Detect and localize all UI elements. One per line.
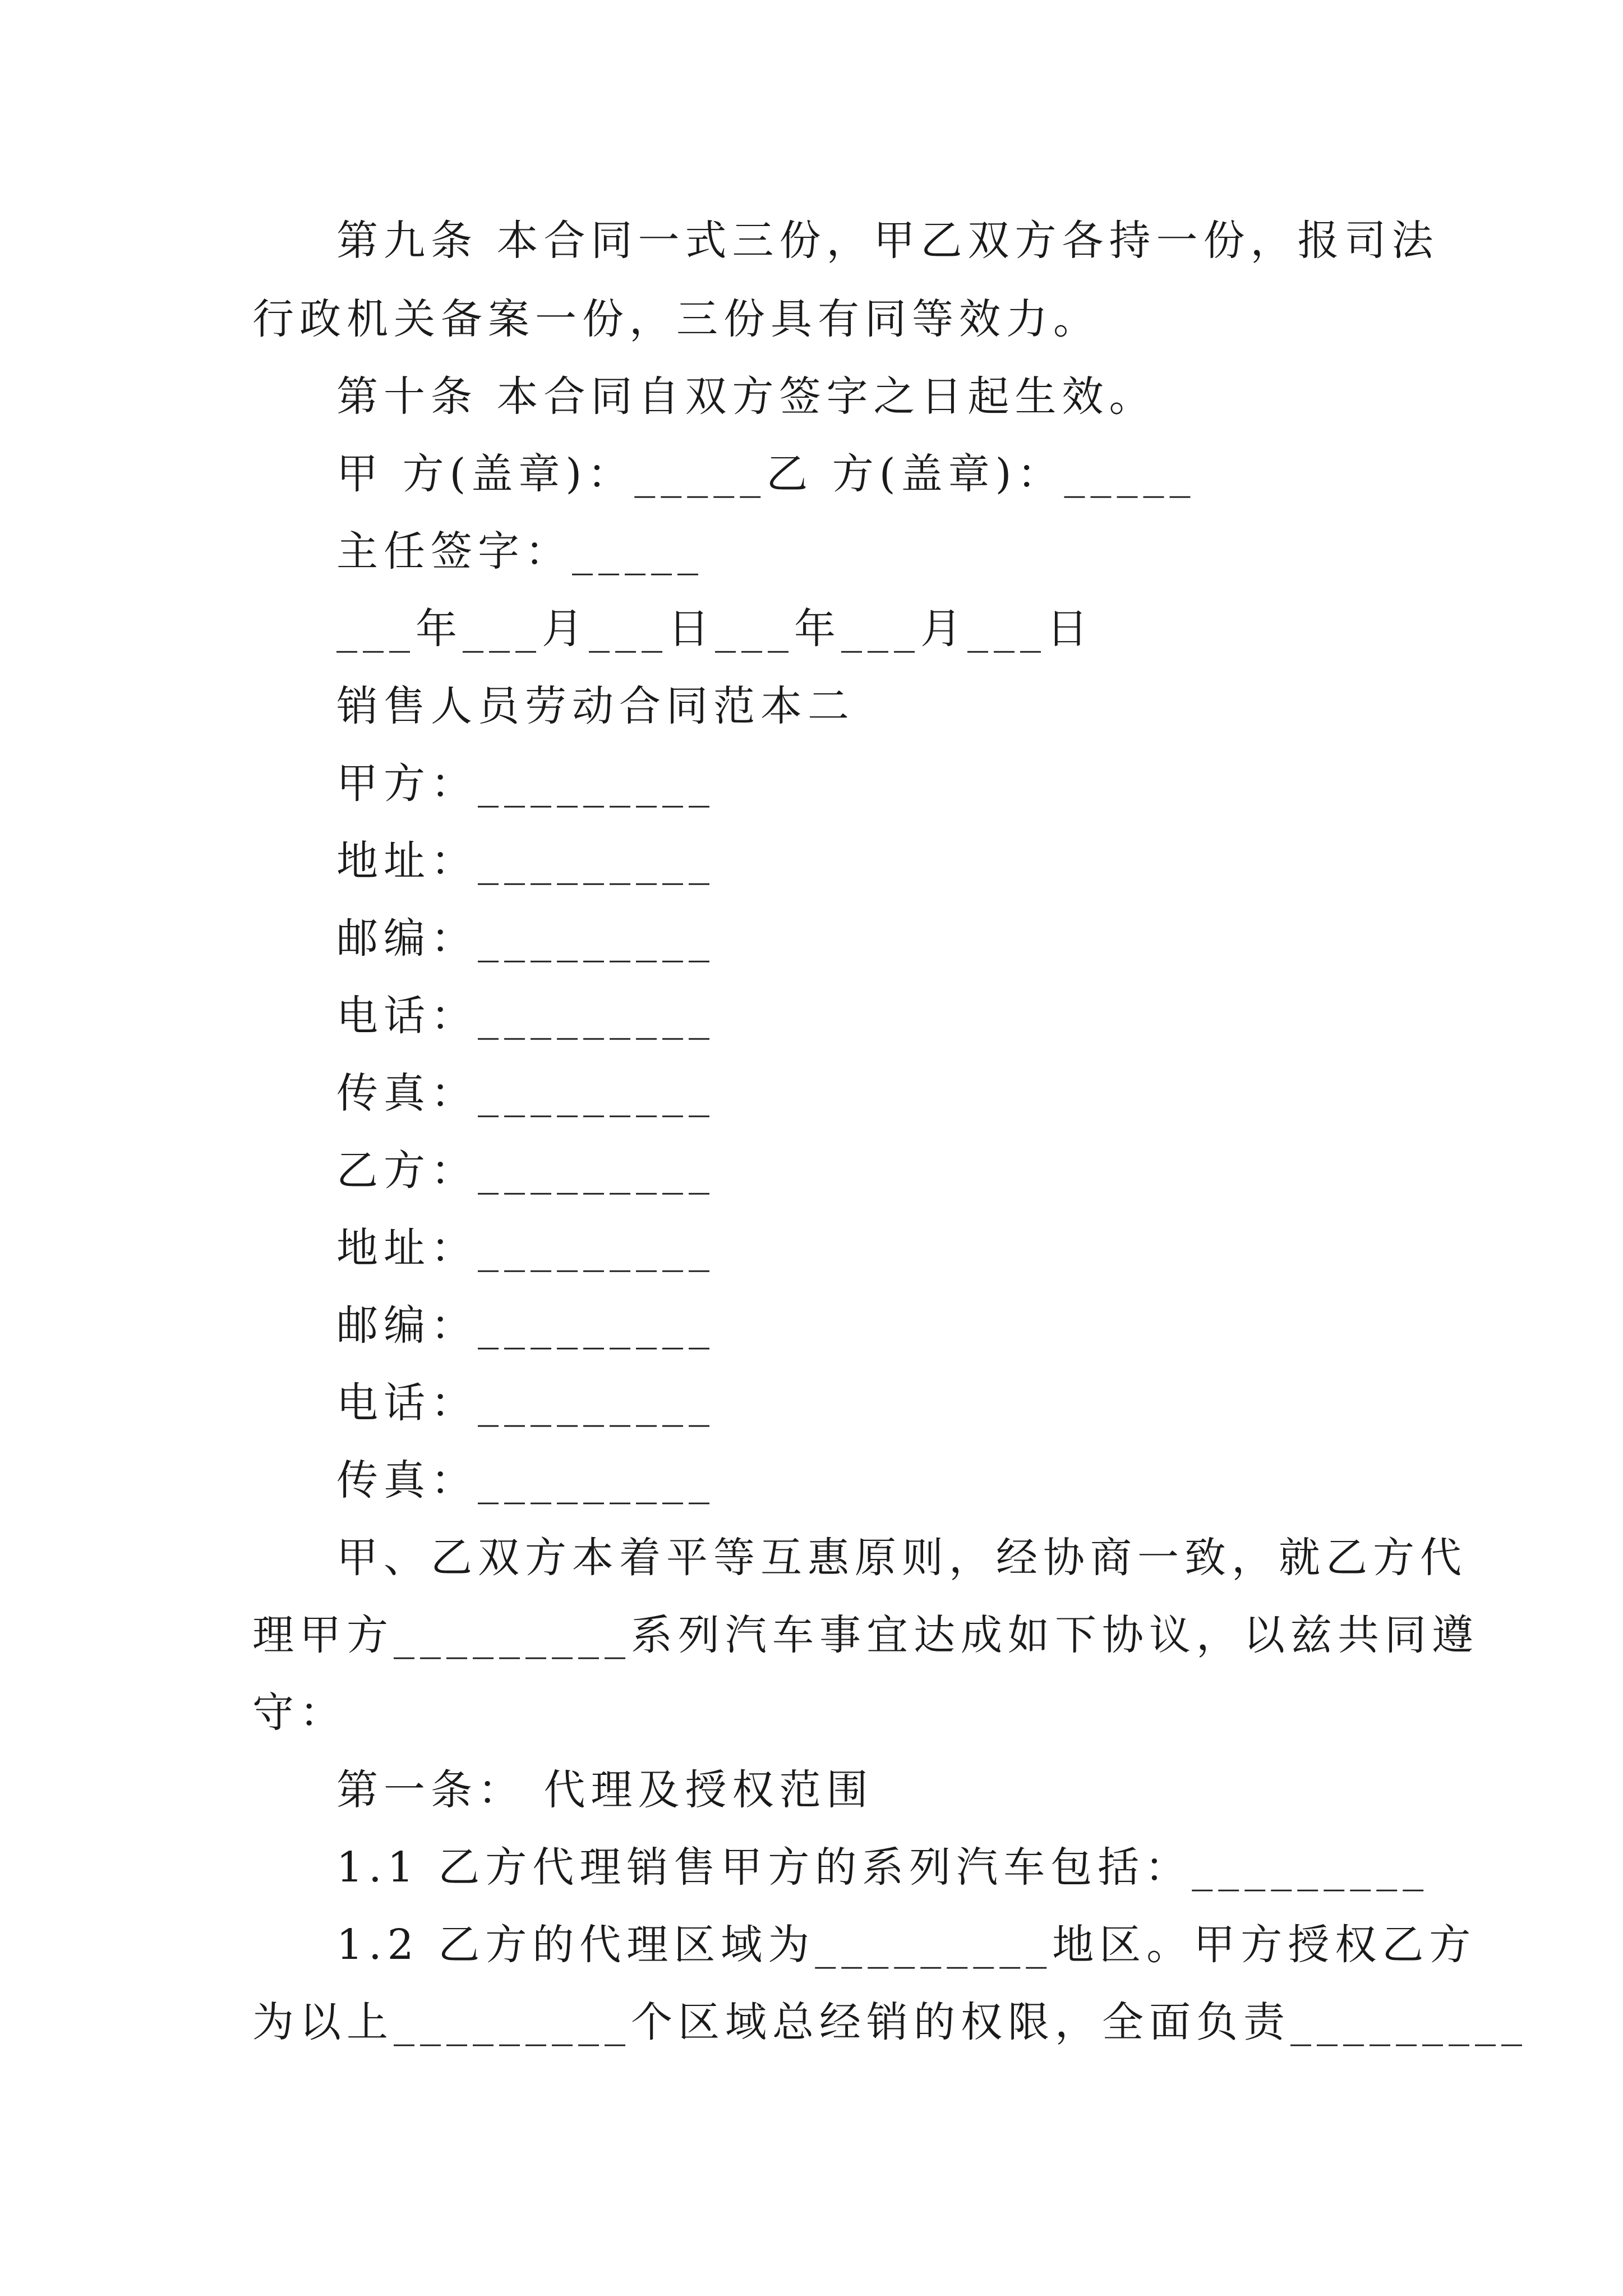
party-a-postcode-field: 邮编：_________ <box>336 914 715 963</box>
clause-1-2-line-1: 1.2 乙方的代理区域为_________地区。甲方授权乙方 <box>336 1921 1477 1969</box>
clause-10: 第十条 本合同自双方签字之日起生效。 <box>336 372 1156 421</box>
party-b-phone-field: 电话：_________ <box>336 1379 715 1427</box>
clause-9-line-1: 第九条 本合同一式三份，甲乙双方各持一份，报司法 <box>336 217 1439 265</box>
party-a-field: 甲方：_________ <box>336 760 715 808</box>
party-a-phone-field: 电话：_________ <box>336 992 715 1040</box>
party-b-address-field: 地址：_________ <box>336 1224 715 1272</box>
director-signature: 主任签字：_____ <box>336 527 704 576</box>
clause-9-line-2: 行政机关备案一份，三份具有同等效力。 <box>252 295 1100 343</box>
preamble-line-1: 甲、乙双方本着平等互惠原则，经协商一致，就乙方代 <box>336 1534 1467 1582</box>
article-1-heading: 第一条： 代理及授权范围 <box>336 1766 874 1814</box>
date-line: ___年___月___日___年___月___日 <box>336 605 1094 653</box>
party-a-address-field: 地址：_________ <box>336 837 715 885</box>
preamble-line-3: 守： <box>252 1688 347 1737</box>
seal-line: 甲 方(盖章)：_____乙 方(盖章)：_____ <box>336 450 1196 498</box>
party-b-fax-field: 传真：_________ <box>336 1456 715 1504</box>
party-a-fax-field: 传真：_________ <box>336 1069 715 1117</box>
party-b-postcode-field: 邮编：_________ <box>336 1301 715 1350</box>
section-title: 销售人员劳动合同范本二 <box>336 682 855 730</box>
clause-1-2-line-2: 为以上_________个区域总经销的权限，全面负责_________ <box>252 1998 1528 2046</box>
preamble-line-2: 理甲方_________系列汽车事宜达成如下协议，以兹共同遵 <box>252 1611 1479 1659</box>
party-b-field: 乙方：_________ <box>336 1147 715 1195</box>
clause-1-1: 1.1 乙方代理销售甲方的系列汽车包括：_________ <box>336 1843 1430 1892</box>
